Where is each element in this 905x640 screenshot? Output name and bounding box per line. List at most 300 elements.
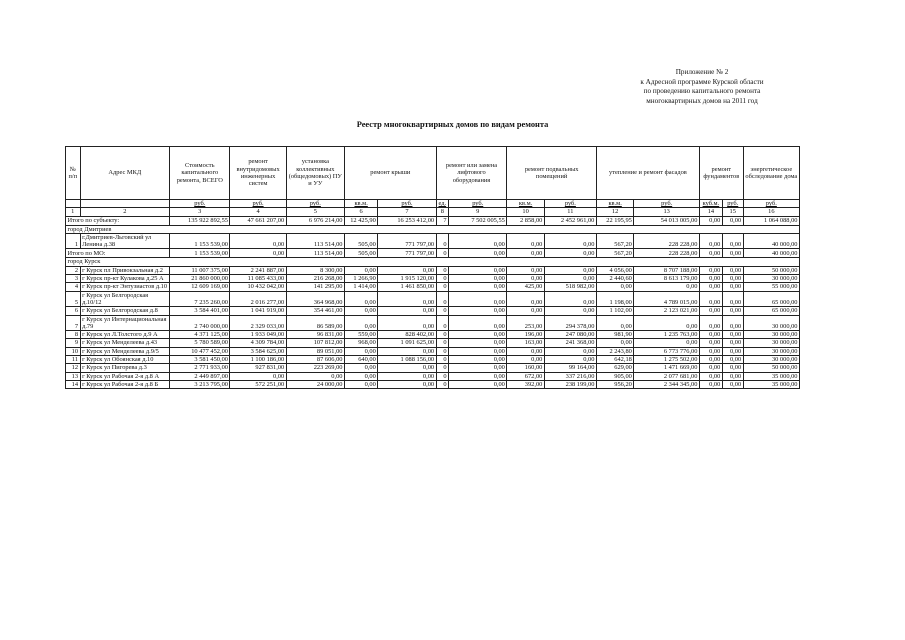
row-value: 0,00 bbox=[699, 283, 722, 291]
row-value: 50 000,00 bbox=[743, 266, 799, 274]
total-value: 54 013 005,00 bbox=[634, 216, 700, 225]
row-value: 0 bbox=[436, 266, 448, 274]
row-value: 3 584 401,00 bbox=[170, 307, 230, 315]
row-value: 35 000,00 bbox=[743, 372, 799, 380]
row-number: 1 bbox=[66, 233, 81, 249]
row-value: 8 707 188,00 bbox=[634, 266, 700, 274]
row-address: г Курск пр-кт Кулакова д.25 А bbox=[80, 275, 170, 283]
row-value: 141 295,00 bbox=[286, 283, 344, 291]
total-value: 0,00 bbox=[230, 249, 286, 258]
row-value: 0,00 bbox=[230, 372, 286, 380]
row-value: 0,00 bbox=[596, 339, 633, 347]
row-value: 55 000,00 bbox=[743, 283, 799, 291]
header-foundation: ремонт фундаментов bbox=[699, 147, 743, 200]
row-value: 0,00 bbox=[722, 380, 743, 388]
row-value: 905,00 bbox=[596, 372, 633, 380]
row-value: 1 461 850,00 bbox=[378, 283, 436, 291]
row-value: 640,00 bbox=[344, 356, 377, 364]
header-address: Адрес МКД bbox=[80, 147, 170, 200]
table-row bbox=[66, 372, 800, 380]
total-value: 0,00 bbox=[507, 249, 544, 258]
row-value: 65 000,00 bbox=[743, 307, 799, 315]
row-address: г Курск ул Рабочая 2-я д.8 А bbox=[80, 372, 170, 380]
total-value: 771 797,00 bbox=[378, 249, 436, 258]
section-dmitriev bbox=[66, 225, 800, 233]
row-value: 86 589,00 bbox=[286, 315, 344, 331]
column-number-cell: 3 bbox=[170, 208, 230, 216]
row-value: 0,00 bbox=[507, 266, 544, 274]
row-value: 216 268,00 bbox=[286, 275, 344, 283]
row-number: 11 bbox=[66, 356, 81, 364]
row-address: г Курск пр-кт Энтузиастов д.10 bbox=[80, 283, 170, 291]
units-empty bbox=[66, 200, 81, 208]
row-value: 0,00 bbox=[507, 347, 544, 355]
total-value: 0,00 bbox=[722, 249, 743, 258]
row-value: 0,00 bbox=[449, 331, 507, 339]
row-value: 559,00 bbox=[344, 331, 377, 339]
row-value: 0,00 bbox=[596, 283, 633, 291]
row-value: 1 471 669,00 bbox=[634, 364, 700, 372]
row-value: 0,00 bbox=[699, 291, 722, 307]
row-value: 0,00 bbox=[507, 356, 544, 364]
row-number: 6 bbox=[66, 307, 81, 315]
table-row bbox=[66, 347, 800, 355]
row-address: г Курск ул Белгородская д.10/12 bbox=[80, 291, 170, 307]
header-roof: ремонт крыши bbox=[344, 147, 436, 200]
row-value: 0 bbox=[436, 291, 448, 307]
table-row bbox=[66, 356, 800, 364]
row-value: 89 051,00 bbox=[286, 347, 344, 355]
row-value: 518 982,00 bbox=[544, 283, 596, 291]
header-facade: утепление и ремонт фасадов bbox=[596, 147, 699, 200]
row-value: 0,00 bbox=[507, 291, 544, 307]
column-number-cell: 12 bbox=[596, 208, 633, 216]
header-basement: ремонт подвальных помещений bbox=[507, 147, 597, 200]
row-value: 0 bbox=[436, 347, 448, 355]
row-value: 0,00 bbox=[699, 331, 722, 339]
row-value: 0,00 bbox=[722, 315, 743, 331]
row-value: 1 088 156,00 bbox=[378, 356, 436, 364]
row-value: 5 780 589,00 bbox=[170, 339, 230, 347]
row-value: 0 bbox=[436, 233, 448, 249]
row-value: 12 609 169,00 bbox=[170, 283, 230, 291]
row-value: 247 080,00 bbox=[544, 331, 596, 339]
column-number-cell: 9 bbox=[449, 208, 507, 216]
row-number: 2 bbox=[66, 266, 81, 274]
appendix-line: Приложение № 2 bbox=[675, 68, 729, 76]
row-value: 10 432 042,00 bbox=[230, 283, 286, 291]
row-value: 0,00 bbox=[722, 291, 743, 307]
row-value: 30 000,00 bbox=[743, 347, 799, 355]
row-number: 3 bbox=[66, 275, 81, 283]
total-value: 47 661 207,00 bbox=[230, 216, 286, 225]
total-value: 7 502 005,55 bbox=[449, 216, 507, 225]
row-value: 0,00 bbox=[722, 347, 743, 355]
row-value: 0,00 bbox=[699, 339, 722, 347]
row-value: 1 414,00 bbox=[344, 283, 377, 291]
row-value: 0,00 bbox=[378, 372, 436, 380]
row-value: 672,00 bbox=[507, 372, 544, 380]
unit-cell: руб. bbox=[722, 200, 743, 208]
row-value: 927 831,00 bbox=[230, 364, 286, 372]
row-value: 228 228,00 bbox=[634, 233, 700, 249]
row-value: 2 344 345,00 bbox=[634, 380, 700, 388]
row-value: 0,00 bbox=[378, 307, 436, 315]
row-value: 392,00 bbox=[507, 380, 544, 388]
column-number-cell: 14 bbox=[699, 208, 722, 216]
unit-cell: куб.м. bbox=[699, 200, 722, 208]
total-value: 12 425,90 bbox=[344, 216, 377, 225]
row-value: 7 235 260,00 bbox=[170, 291, 230, 307]
row-value: 2 123 021,00 bbox=[634, 307, 700, 315]
row-value: 2 329 033,00 bbox=[230, 315, 286, 331]
column-number-cell: 8 bbox=[436, 208, 448, 216]
unit-cell: кв.м. bbox=[344, 200, 377, 208]
row-value: 30 000,00 bbox=[743, 339, 799, 347]
table-row bbox=[66, 380, 800, 388]
row-address: г.Дмитриев-Льговский ул Ленина д.38 bbox=[80, 233, 170, 249]
unit-cell: руб. bbox=[170, 200, 230, 208]
row-value: 0 bbox=[436, 275, 448, 283]
row-number: 9 bbox=[66, 339, 81, 347]
column-number-cell: 15 bbox=[722, 208, 743, 216]
row-value: 354 461,00 bbox=[286, 307, 344, 315]
row-value: 196,00 bbox=[507, 331, 544, 339]
row-value: 0,00 bbox=[344, 266, 377, 274]
row-value: 0,00 bbox=[722, 356, 743, 364]
row-value: 0,00 bbox=[544, 266, 596, 274]
column-number-cell: 5 bbox=[286, 208, 344, 216]
row-value: 107 812,00 bbox=[286, 339, 344, 347]
row-value: 0 bbox=[436, 331, 448, 339]
header-total-cost: Стоимость капитального ремонта, ВСЕГО bbox=[170, 147, 230, 200]
row-value: 968,00 bbox=[344, 339, 377, 347]
total-value: 0,00 bbox=[722, 216, 743, 225]
row-value: 0,00 bbox=[449, 364, 507, 372]
row-value: 0,00 bbox=[634, 339, 700, 347]
row-value: 0,00 bbox=[699, 347, 722, 355]
row-value: 238 199,00 bbox=[544, 380, 596, 388]
table-row bbox=[66, 307, 800, 315]
row-value: 0,00 bbox=[699, 364, 722, 372]
column-number-cell: 6 bbox=[344, 208, 377, 216]
header-inner-systems: ремонт внутридомовых инженерных систем bbox=[230, 147, 286, 200]
table-row bbox=[66, 315, 800, 331]
unit-cell: кв.м. bbox=[596, 200, 633, 208]
row-value: 771 797,00 bbox=[378, 233, 436, 249]
column-number-cell: 16 bbox=[743, 208, 799, 216]
row-value: 0,00 bbox=[344, 315, 377, 331]
units-empty bbox=[80, 200, 170, 208]
row-value: 629,00 bbox=[596, 364, 633, 372]
total-value: 6 976 214,00 bbox=[286, 216, 344, 225]
total-value: 16 253 412,00 bbox=[378, 216, 436, 225]
row-value: 50 000,00 bbox=[743, 364, 799, 372]
header-no: № п/п bbox=[66, 147, 81, 200]
row-value: 0,00 bbox=[722, 372, 743, 380]
row-value: 30 000,00 bbox=[743, 275, 799, 283]
section-title: город Курск bbox=[66, 258, 800, 266]
row-value: 0 bbox=[436, 339, 448, 347]
row-value: 0,00 bbox=[507, 307, 544, 315]
row-value: 4 371 125,00 bbox=[170, 331, 230, 339]
row-address: г Курск ул Интернациональная д.79 bbox=[80, 315, 170, 331]
header-meters: установка коллективных (общедомовых) ПУ и УУ bbox=[286, 147, 344, 200]
row-value: 0,00 bbox=[449, 291, 507, 307]
total-label: Итого по субъекту: bbox=[66, 216, 170, 225]
row-value: 65 000,00 bbox=[743, 291, 799, 307]
row-value: 0 bbox=[436, 364, 448, 372]
row-value: 0,00 bbox=[507, 233, 544, 249]
row-value: 0,00 bbox=[544, 347, 596, 355]
row-value: 0,00 bbox=[507, 275, 544, 283]
unit-cell: руб. bbox=[230, 200, 286, 208]
row-value: 10 477 452,00 bbox=[170, 347, 230, 355]
row-value: 1 198,00 bbox=[596, 291, 633, 307]
register-table bbox=[65, 146, 800, 389]
row-value: 956,20 bbox=[596, 380, 633, 388]
row-value: 2 771 933,00 bbox=[170, 364, 230, 372]
row-value: 8 300,00 bbox=[286, 266, 344, 274]
document-title: Реестр многоквартирных домов по видам ремонта bbox=[356, 120, 549, 129]
row-value: 1 102,00 bbox=[596, 307, 633, 315]
section-kursk bbox=[66, 258, 800, 266]
column-number-cell: 13 bbox=[634, 208, 700, 216]
row-value: 2 077 681,00 bbox=[634, 372, 700, 380]
column-number-cell: 4 bbox=[230, 208, 286, 216]
table-row bbox=[66, 331, 800, 339]
total-value: 567,20 bbox=[596, 249, 633, 258]
row-value: 0,00 bbox=[344, 372, 377, 380]
row-value: 0,00 bbox=[722, 266, 743, 274]
row-address: г Курск ул Менделеева д.9/5 bbox=[80, 347, 170, 355]
section-title: город Дмитриев bbox=[66, 225, 800, 233]
total-value: 505,00 bbox=[344, 249, 377, 258]
row-value: 1 933 049,00 bbox=[230, 331, 286, 339]
row-value: 0,00 bbox=[722, 283, 743, 291]
row-address: г Курск ул Обоянская д.10 bbox=[80, 356, 170, 364]
row-value: 567,20 bbox=[596, 233, 633, 249]
row-value: 2 740 000,00 bbox=[170, 315, 230, 331]
row-value: 35 000,00 bbox=[743, 380, 799, 388]
row-value: 0,00 bbox=[699, 266, 722, 274]
row-value: 1 275 502,00 bbox=[634, 356, 700, 364]
row-value: 99 164,00 bbox=[544, 364, 596, 372]
row-value: 30 000,00 bbox=[743, 331, 799, 339]
row-value: 30 000,00 bbox=[743, 315, 799, 331]
row-value: 241 368,00 bbox=[544, 339, 596, 347]
row-value: 0,00 bbox=[699, 233, 722, 249]
row-value: 96 831,00 bbox=[286, 331, 344, 339]
row-value: 0,00 bbox=[544, 291, 596, 307]
column-numbers-row bbox=[66, 208, 800, 216]
row-value: 0,00 bbox=[449, 266, 507, 274]
row-value: 4 056,00 bbox=[596, 266, 633, 274]
row-value: 11 007 375,00 bbox=[170, 266, 230, 274]
row-value: 0,00 bbox=[544, 275, 596, 283]
total-value: 2 858,00 bbox=[507, 216, 544, 225]
table-row bbox=[66, 283, 800, 291]
row-value: 0,00 bbox=[344, 380, 377, 388]
row-address: г Курск ул Рабочая 2-я д.8 Б bbox=[80, 380, 170, 388]
row-value: 0,00 bbox=[722, 233, 743, 249]
row-value: 2 241 887,00 bbox=[230, 266, 286, 274]
row-address: г Курск ул Белгородская д.8 bbox=[80, 307, 170, 315]
unit-cell: руб. bbox=[286, 200, 344, 208]
row-address: г Курск ул Пигорева д.3 bbox=[80, 364, 170, 372]
row-value: 0,00 bbox=[449, 307, 507, 315]
row-value: 337 216,00 bbox=[544, 372, 596, 380]
row-number: 4 bbox=[66, 283, 81, 291]
row-value: 0,00 bbox=[544, 356, 596, 364]
appendix-note bbox=[617, 68, 787, 106]
row-value: 0 bbox=[436, 356, 448, 364]
unit-cell: кв.м. bbox=[507, 200, 544, 208]
row-value: 828 402,00 bbox=[378, 331, 436, 339]
row-number: 13 bbox=[66, 372, 81, 380]
row-value: 0,00 bbox=[699, 315, 722, 331]
total-value: 1 153 539,00 bbox=[170, 249, 230, 258]
row-value: 0 bbox=[436, 380, 448, 388]
total-value: 2 452 961,00 bbox=[544, 216, 596, 225]
row-value: 2 449 897,00 bbox=[170, 372, 230, 380]
row-value: 0,00 bbox=[449, 356, 507, 364]
appendix-line: по проведению капитального ремонта bbox=[643, 87, 761, 95]
row-value: 0,00 bbox=[722, 331, 743, 339]
row-value: 0,00 bbox=[378, 347, 436, 355]
table-row bbox=[66, 275, 800, 283]
row-value: 505,00 bbox=[344, 233, 377, 249]
row-value: 981,90 bbox=[596, 331, 633, 339]
row-value: 364 968,00 bbox=[286, 291, 344, 307]
total-value: 7 bbox=[436, 216, 448, 225]
row-number: 10 bbox=[66, 347, 81, 355]
row-value: 0,00 bbox=[699, 380, 722, 388]
total-value: 228 228,00 bbox=[634, 249, 700, 258]
row-value: 0 bbox=[436, 372, 448, 380]
row-value: 3 213 795,00 bbox=[170, 380, 230, 388]
row-value: 0,00 bbox=[344, 307, 377, 315]
row-value: 0,00 bbox=[634, 283, 700, 291]
row-value: 0,00 bbox=[378, 291, 436, 307]
column-number-cell: 1 bbox=[66, 208, 81, 216]
row-value: 2 016 277,00 bbox=[230, 291, 286, 307]
total-mo-row bbox=[66, 249, 800, 258]
row-value: 0,00 bbox=[722, 339, 743, 347]
row-value: 0,00 bbox=[449, 233, 507, 249]
row-value: 87 606,00 bbox=[286, 356, 344, 364]
total-value: 40 000,00 bbox=[743, 249, 799, 258]
column-number-cell: 7 bbox=[378, 208, 436, 216]
row-value: 0,00 bbox=[699, 372, 722, 380]
row-address: г Курск ул Л.Толстого д.9 А bbox=[80, 331, 170, 339]
row-value: 0,00 bbox=[722, 364, 743, 372]
row-value: 11 085 433,00 bbox=[230, 275, 286, 283]
row-value: 0,00 bbox=[544, 233, 596, 249]
row-value: 0,00 bbox=[596, 315, 633, 331]
row-value: 0,00 bbox=[449, 283, 507, 291]
row-value: 0,00 bbox=[230, 233, 286, 249]
row-value: 0,00 bbox=[699, 275, 722, 283]
unit-cell: руб. bbox=[544, 200, 596, 208]
total-value: 22 195,95 bbox=[596, 216, 633, 225]
row-value: 1 091 625,00 bbox=[378, 339, 436, 347]
row-value: 1 100 186,00 bbox=[230, 356, 286, 364]
row-value: 3 584 625,00 bbox=[230, 347, 286, 355]
row-value: 0,00 bbox=[449, 315, 507, 331]
row-value: 0,00 bbox=[699, 307, 722, 315]
row-value: 294 378,00 bbox=[544, 315, 596, 331]
total-value: 113 514,00 bbox=[286, 249, 344, 258]
row-value: 0,00 bbox=[544, 307, 596, 315]
row-number: 8 bbox=[66, 331, 81, 339]
total-value: 0,00 bbox=[544, 249, 596, 258]
appendix-line: многоквартирных домов на 2011 год bbox=[646, 96, 758, 105]
row-value: 0,00 bbox=[449, 275, 507, 283]
row-value: 425,00 bbox=[507, 283, 544, 291]
table-row bbox=[66, 291, 800, 307]
row-value: 2 440,60 bbox=[596, 275, 633, 283]
total-label: Итого по МО: bbox=[66, 249, 170, 258]
row-value: 1 266,90 bbox=[344, 275, 377, 283]
table-row bbox=[66, 339, 800, 347]
unit-cell: руб. bbox=[378, 200, 436, 208]
row-value: 113 514,00 bbox=[286, 233, 344, 249]
row-value: 572 251,00 bbox=[230, 380, 286, 388]
row-value: 223 269,00 bbox=[286, 364, 344, 372]
row-value: 0,00 bbox=[378, 364, 436, 372]
row-value: 0 bbox=[436, 315, 448, 331]
total-value: 0,00 bbox=[449, 249, 507, 258]
total-subject-row bbox=[66, 216, 800, 225]
row-value: 4 309 784,00 bbox=[230, 339, 286, 347]
unit-cell: ед. bbox=[436, 200, 448, 208]
table-row bbox=[66, 364, 800, 372]
row-value: 24 000,00 bbox=[286, 380, 344, 388]
row-value: 0,00 bbox=[449, 339, 507, 347]
row-address: г Курск ул Менделеева д.43 bbox=[80, 339, 170, 347]
total-value: 135 922 892,55 bbox=[170, 216, 230, 225]
row-value: 0,00 bbox=[722, 275, 743, 283]
total-value: 0,00 bbox=[699, 216, 722, 225]
row-value: 3 581 450,00 bbox=[170, 356, 230, 364]
row-value: 30 000,00 bbox=[743, 356, 799, 364]
row-value: 0,00 bbox=[378, 315, 436, 331]
row-value: 642,18 bbox=[596, 356, 633, 364]
row-value: 6 773 776,00 bbox=[634, 347, 700, 355]
row-value: 0,00 bbox=[344, 364, 377, 372]
column-number-cell: 2 bbox=[80, 208, 170, 216]
appendix-line: к Адресной программе Курской области bbox=[640, 77, 764, 86]
unit-cell: руб. bbox=[743, 200, 799, 208]
row-value: 0,00 bbox=[344, 291, 377, 307]
units-row bbox=[66, 200, 800, 208]
header-lift: ремонт или замена лифтового оборудования bbox=[436, 147, 507, 200]
row-address: г Курск пл Привокзальная д.2 bbox=[80, 266, 170, 274]
row-value: 1 041 919,00 bbox=[230, 307, 286, 315]
column-number-cell: 10 bbox=[507, 208, 544, 216]
total-value: 1 064 088,00 bbox=[743, 216, 799, 225]
row-value: 1 235 763,00 bbox=[634, 331, 700, 339]
row-value: 8 613 179,00 bbox=[634, 275, 700, 283]
row-value: 4 789 015,00 bbox=[634, 291, 700, 307]
row-value: 0,00 bbox=[722, 307, 743, 315]
row-value: 1 915 120,00 bbox=[378, 275, 436, 283]
row-number: 12 bbox=[66, 364, 81, 372]
column-number-cell: 11 bbox=[544, 208, 596, 216]
row-value: 1 153 539,00 bbox=[170, 233, 230, 249]
row-value: 0,00 bbox=[449, 372, 507, 380]
